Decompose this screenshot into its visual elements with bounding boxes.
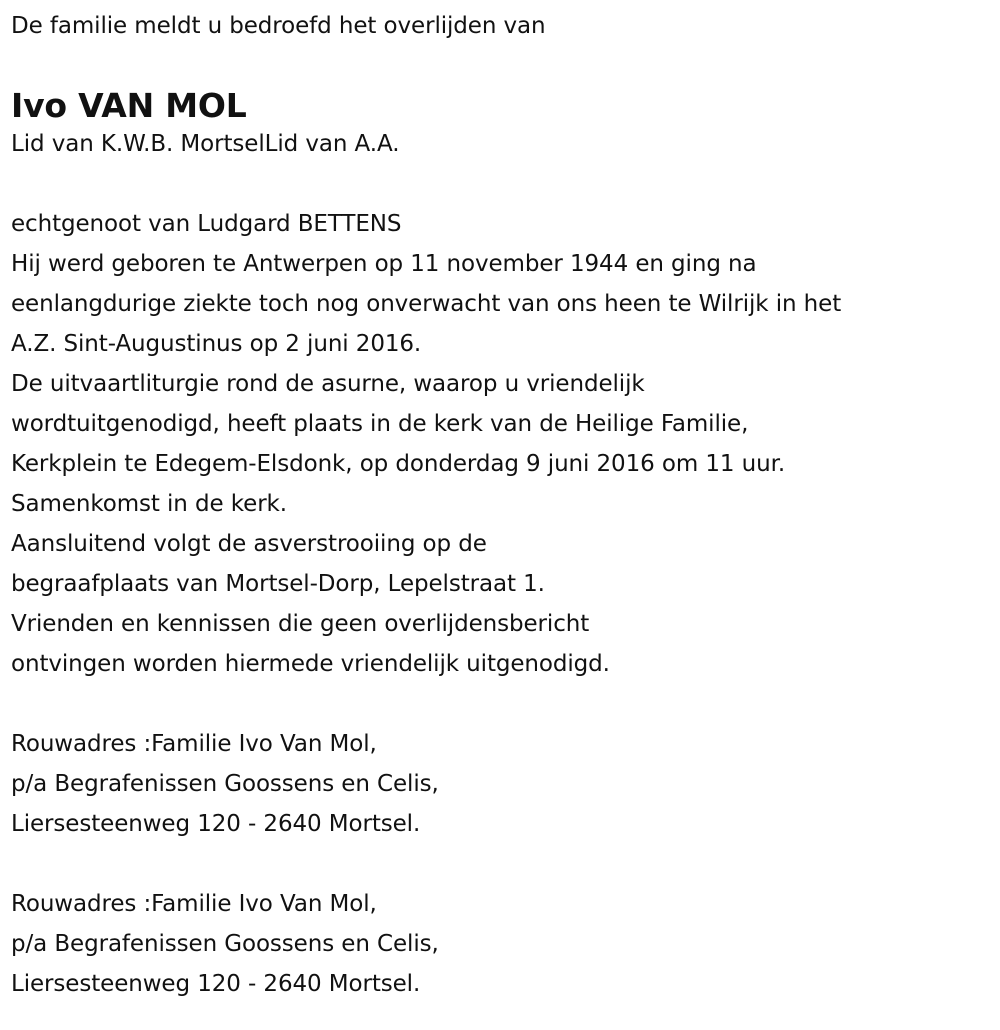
spacer	[11, 684, 996, 724]
memberships-text: Lid van K.W.B. MortselLid van A.A.	[11, 131, 400, 157]
spouse-text: echtgenoot van Ludgard BETTENS	[11, 211, 402, 237]
address-line: Rouwadres :Familie Ivo Van Mol,	[11, 891, 377, 917]
body-line: Vrienden en kennissen die geen overlijdensbericht	[11, 611, 590, 637]
address-line: p/a Begrafenissen Goossens en Celis,	[11, 931, 439, 957]
intro-text: De familie meldt u bedroefd het overlijden van	[11, 13, 546, 39]
body-line: Samenkomst in de kerk.	[11, 491, 287, 517]
address-line: Rouwadres :Familie Ivo Van Mol,	[11, 731, 377, 757]
obituary-notice	[11, 6, 996, 1004]
body-line: De uitvaartliturgie rond de asurne, waarop u vriendelijk	[11, 371, 645, 397]
spacer	[11, 164, 996, 204]
spacer	[11, 844, 996, 884]
body-line: wordtuitgenodigd, heeft plaats in de kerk van de Heilige Familie,	[11, 411, 749, 437]
body-line: eenlangdurige ziekte toch nog onverwacht van ons heen te Wilrijk in het	[11, 291, 842, 317]
body-line: Hij werd geboren te Antwerpen op 11 november 1944 en ging na	[11, 251, 757, 277]
deceased-name: Ivo VAN MOL	[11, 86, 247, 125]
address-line: Liersesteenweg 120 - 2640 Mortsel.	[11, 971, 421, 997]
body-line: Kerkplein te Edegem-Elsdonk, op donderdag 9 juni 2016 om 11 uur.	[11, 451, 786, 477]
address-line: Liersesteenweg 120 - 2640 Mortsel.	[11, 811, 421, 837]
body-line: A.Z. Sint-Augustinus op 2 juni 2016.	[11, 331, 422, 357]
body-line: begraafplaats van Mortsel-Dorp, Lepelstraat 1.	[11, 571, 545, 597]
address-line: p/a Begrafenissen Goossens en Celis,	[11, 771, 439, 797]
body-line: ontvingen worden hiermede vriendelijk uitgenodigd.	[11, 651, 610, 677]
body-line: Aansluitend volgt de asverstrooiing op de	[11, 531, 487, 557]
